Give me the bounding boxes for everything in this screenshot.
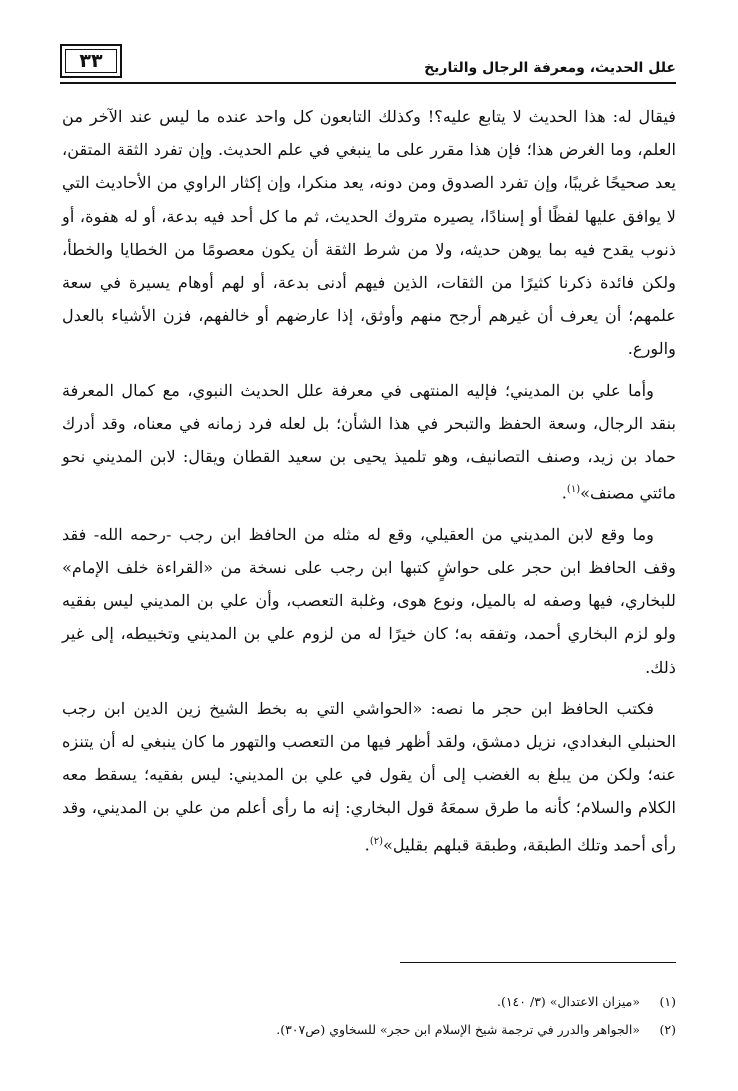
paragraph-text: وما وقع لابن المديني من العقيلي، وقع له مثله من الحافظ ابن رجب -رحمه الله- فقد وقف الحافظ ابن حجر على حواشٍ كتبها ابن رجب على نسخة من «القراءة خلف الإمام» للبخاري، فيها وصفه له بالميل، ونوع هوى، وغلبة التعصب، وأن علي بن المديني ليس بفقيه ولو لزم البخاري أحمد، وتفقه به؛ كان خيرًا له من لزوم علي بن المديني وتخبيطه، إلى غير ذلك. — [62, 524, 676, 677]
footnote-number: (٢) — [659, 1022, 676, 1037]
footnote-ref: (٢) — [369, 835, 383, 847]
paragraph-text: وأما علي بن المديني؛ فإليه المنتهى في معرفة علل الحديث النبوي، مع كمال المعرفة بنقد الرجال، وسعة الحفظ والتبحر في هذا الشأن؛ بل لعله فرد زمانه في معناه، وقد أدرك حماد بن زيد، وصنف التصانيف، وهو تلميذ يحيى بن سعيد القطان ويقال: لابن المديني نحو مائتي مصنف» — [62, 380, 676, 503]
page-number-box — [60, 44, 122, 78]
running-title: علل الحديث، ومعرفة الرجال والتاريخ — [424, 60, 676, 76]
paragraph — [62, 100, 676, 366]
paragraph-text: فيقال له: هذا الحديث لا يتابع عليه؟! وكذلك التابعون كل واحد عنده ما ليس عند الآخر من العلم، وما الغرض هذا؛ فإن هذا مقرر على ما ينبغي في علم الحديث. وإن تفرد الثقة المتقن، يعد صحيحًا غريبًا، وإن تفرد الصدوق ومن دونه، يعد منكرا، وإن إكثار الراوي من الأحاديث التي لا يوافق عليها لفظًا أو إسنادًا، يصيره متروك الحديث، ثم ما كل أحد فيه بدعة، أو له هفوة، أو ذنوب يقدح فيه بما يوهن حديثه، ولا من شرط الثقة أن يكون معصومًا من الخطايا والخطأ، ولكن فائدة ذكرنا كثيرًا من الثقات، الذين فيهم أدنى بدعة، أو لهم أوهام يسيرة في سعة علمهم؛ أن يعرف أن غيرهم أرجح منهم وأوثق، إذا عارضهم أو خالفهم، فزن الأشياء بالعدل والورع. — [62, 107, 676, 359]
paragraph: وأما علي بن المديني؛ فإليه المنتهى في معرفة علل الحديث النبوي، مع كمال المعرفة بنقد الرجال، وسعة الحفظ والتبحر في هذا الشأن؛ بل لعله فرد زمانه في معناه، وقد أدرك حماد بن زيد، وصنف التصانيف، وهو تلميذ يحيى بن سعيد القطان ويقال: لابن المديني نحو مائتي مصنف»$^{(١)}$. — [62, 380, 676, 503]
footnote-divider — [400, 962, 676, 963]
footnote — [62, 988, 676, 1016]
footnote — [62, 1016, 676, 1044]
footnotes — [62, 988, 676, 1044]
paragraph: فكتب الحافظ ابن حجر ما نصه: «الحواشي التي به بخط الشيخ زين الدين ابن رجب الحنبلي البغدادي، نزيل دمشق، ولقد أظهر فيها من التعصب والتهور ما كان ينبغي له أن يتنزه عنه؛ ولكن من يبلغ به الغضب إلى أن يقول في علي بن المديني: ليس بفقيه؛ يسقط معه الكلام والسلام؛ كأنه ما طرق سمعَهُ قول البخاري: إنه ما رأى أعلم من علي بن المديني، وقد رأى أحمد وتلك الطبقة، وطبقة قبلهم بقليل»$^{(٢)}$. — [62, 698, 676, 855]
page-header — [60, 40, 676, 84]
footnote-text: «الجواهر والدرر في ترجمة شيخ الإسلام ابن حجر» للسخاوي (ص٣٠٧). — [276, 1022, 640, 1037]
footnote-number: (١) — [659, 994, 676, 1009]
page-number: ٣٣ — [79, 50, 103, 72]
paragraph — [62, 518, 676, 684]
footnote-ref: (١) — [566, 484, 581, 496]
paragraph-text: فكتب الحافظ ابن حجر ما نصه: «الحواشي التي به بخط الشيخ زين الدين ابن رجب الحنبلي البغدادي، نزيل دمشق، ولقد أظهر فيها من التعصب والتهور ما كان ينبغي له أن يتنزه عنه؛ ولكن من يبلغ به الغضب إلى أن يقول في علي بن المديني: ليس بفقيه؛ يسقط معه الكلام والسلام؛ كأنه ما طرق سمعَهُ قول البخاري: إنه ما رأى أعلم من علي بن المديني، وقد رأى أحمد وتلك الطبقة، وطبقة قبلهم بقليل» — [62, 698, 676, 855]
main-text — [62, 100, 676, 861]
footnote-text: «ميزان الاعتدال» (٣/ ١٤٠). — [496, 994, 640, 1009]
